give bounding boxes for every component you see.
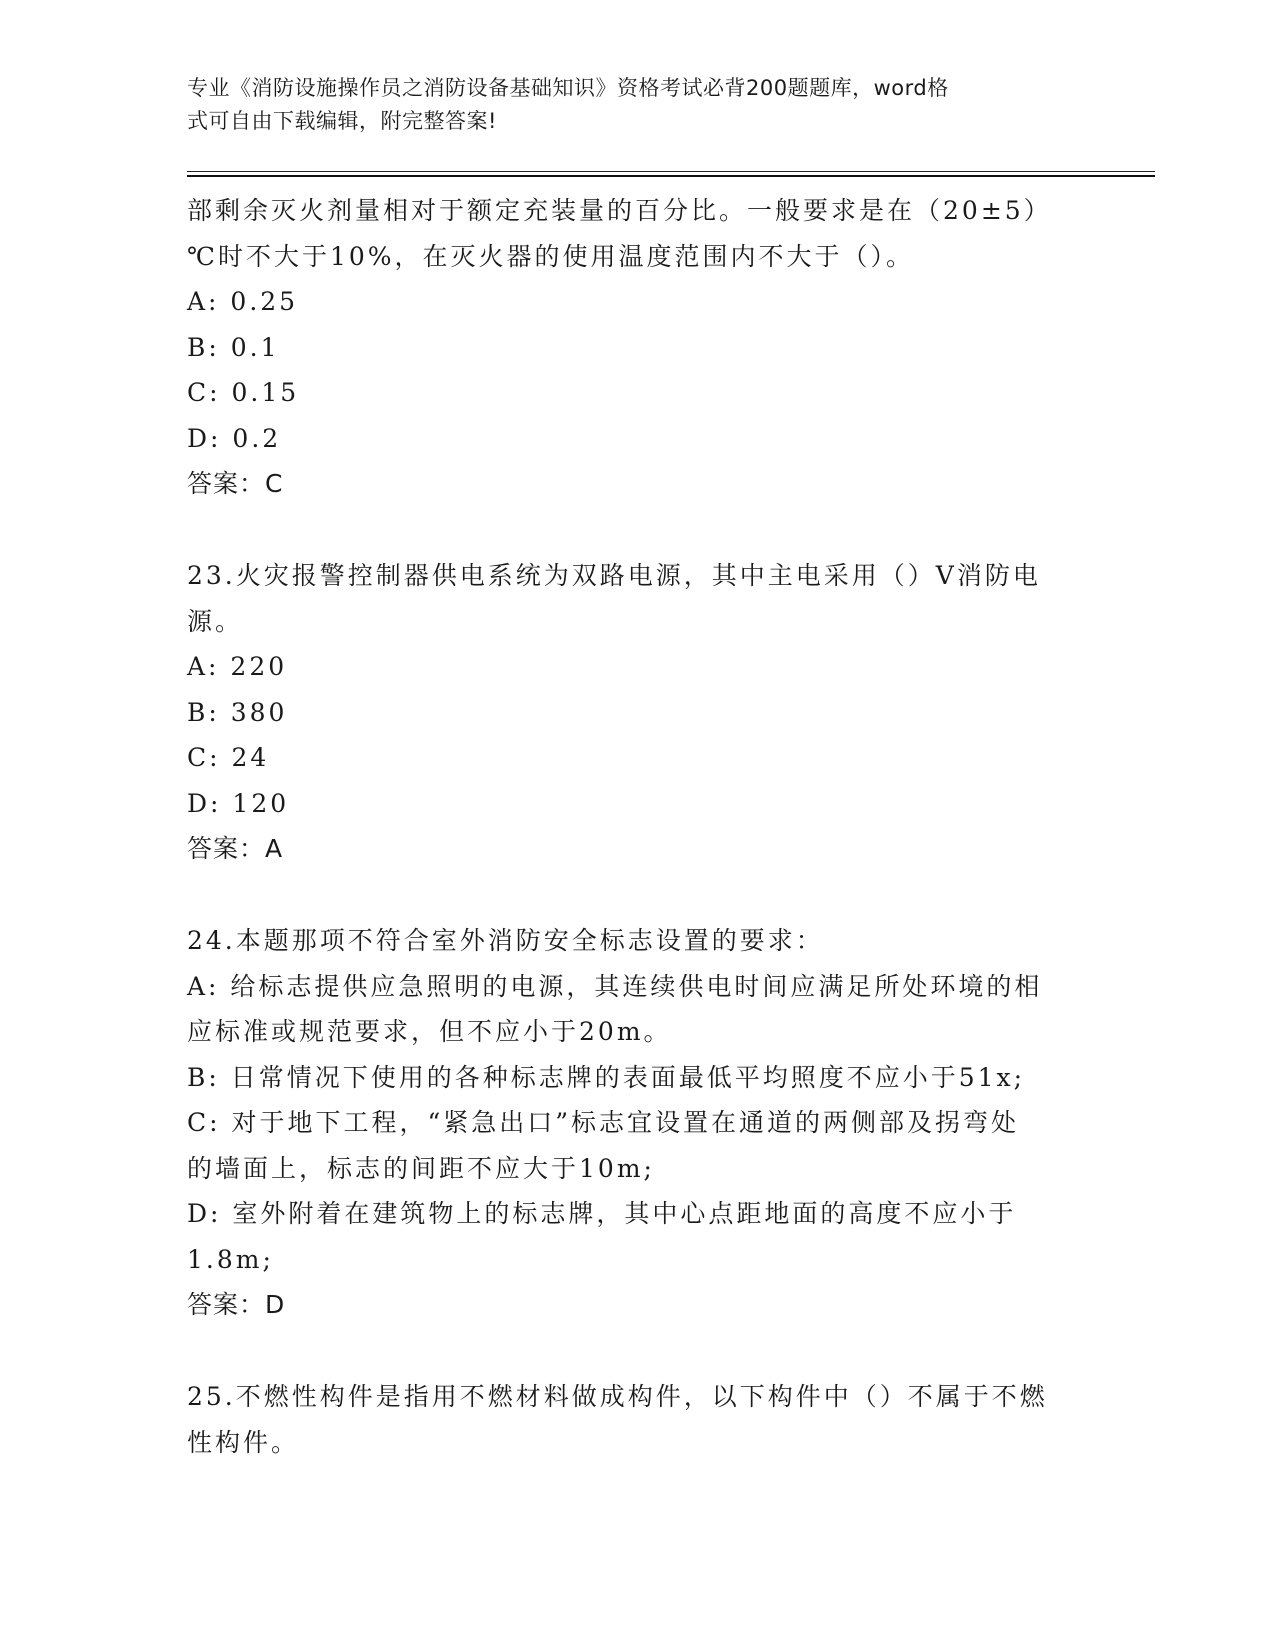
option-d-line: 1.8m; bbox=[187, 1244, 274, 1274]
stem-line: 性构件。 bbox=[187, 1427, 300, 1457]
question-23 bbox=[187, 553, 1077, 871]
question-list bbox=[187, 188, 1077, 1465]
stem-line: 部剩余灭火剂量相对于额定充装量的百分比。一般要求是在（20±5） bbox=[187, 196, 1052, 225]
option-c: C: 0.15 bbox=[187, 378, 300, 407]
option-d: D: 120 bbox=[187, 788, 290, 818]
header-line-2: 式可自由下载编辑，附完整答案! bbox=[187, 109, 497, 133]
question-22 bbox=[187, 188, 1077, 506]
header-line-1: 专业《消防设施操作员之消防设备基础知识》资格考试必背200题题库，word格 bbox=[187, 76, 949, 100]
question-stem bbox=[187, 188, 1077, 279]
option-c: C: 24 bbox=[187, 743, 270, 772]
stem-line: 24.本题那项不符合室外消防安全标志设置的要求： bbox=[187, 926, 824, 955]
option-d: D: 0.2 bbox=[187, 423, 282, 453]
stem-line: 25.不燃性构件是指用不燃材料做成构件，以下构件中（）不属于不燃 bbox=[187, 1382, 1048, 1411]
option-a-line: 应标准或规范要求，但不应小于20m。 bbox=[187, 1017, 672, 1046]
stem-line: 23.火灾报警控制器供电系统为双路电源，其中主电采用（）V消防电 bbox=[187, 561, 1041, 590]
answer-line: 答案：A bbox=[187, 834, 284, 863]
option-a: A: 0.25 bbox=[187, 287, 299, 316]
option-c-line: 的墙面上，标志的间距不应大于10m; bbox=[187, 1153, 655, 1183]
answer-line: 答案：C bbox=[187, 469, 284, 498]
document-header bbox=[187, 72, 1067, 138]
question-24 bbox=[187, 918, 1077, 1327]
stem-line: ℃时不大于10%，在灭火器的使用温度范围内不大于（）。 bbox=[187, 241, 915, 271]
option-c-line: C: 对于地下工程，“紧急出口”标志宜设置在通道的两侧部及拐弯处 bbox=[187, 1108, 1020, 1137]
option-b: B: 380 bbox=[187, 697, 288, 727]
question-stem bbox=[187, 553, 1077, 644]
header-rule-thin bbox=[187, 171, 1155, 172]
question-stem bbox=[187, 1374, 1077, 1465]
option-b-line: B: 日常情况下使用的各种标志牌的表面最低平均照度不应小于51x; bbox=[187, 1062, 1026, 1092]
header-rule-thick bbox=[187, 175, 1155, 177]
option-d-line: D: 室外附着在建筑物上的标志牌，其中心点距地面的高度不应小于 bbox=[187, 1199, 1017, 1228]
question-stem bbox=[187, 918, 1077, 964]
question-25 bbox=[187, 1374, 1077, 1465]
answer-line: 答案：D bbox=[187, 1290, 286, 1319]
stem-line: 源。 bbox=[187, 606, 244, 636]
option-b: B: 0.1 bbox=[187, 332, 280, 362]
option-a: A: 220 bbox=[187, 652, 288, 681]
option-a-line: A: 给标志提供应急照明的电源，其连续供电时间应满足所处环境的相 bbox=[187, 971, 1043, 1001]
